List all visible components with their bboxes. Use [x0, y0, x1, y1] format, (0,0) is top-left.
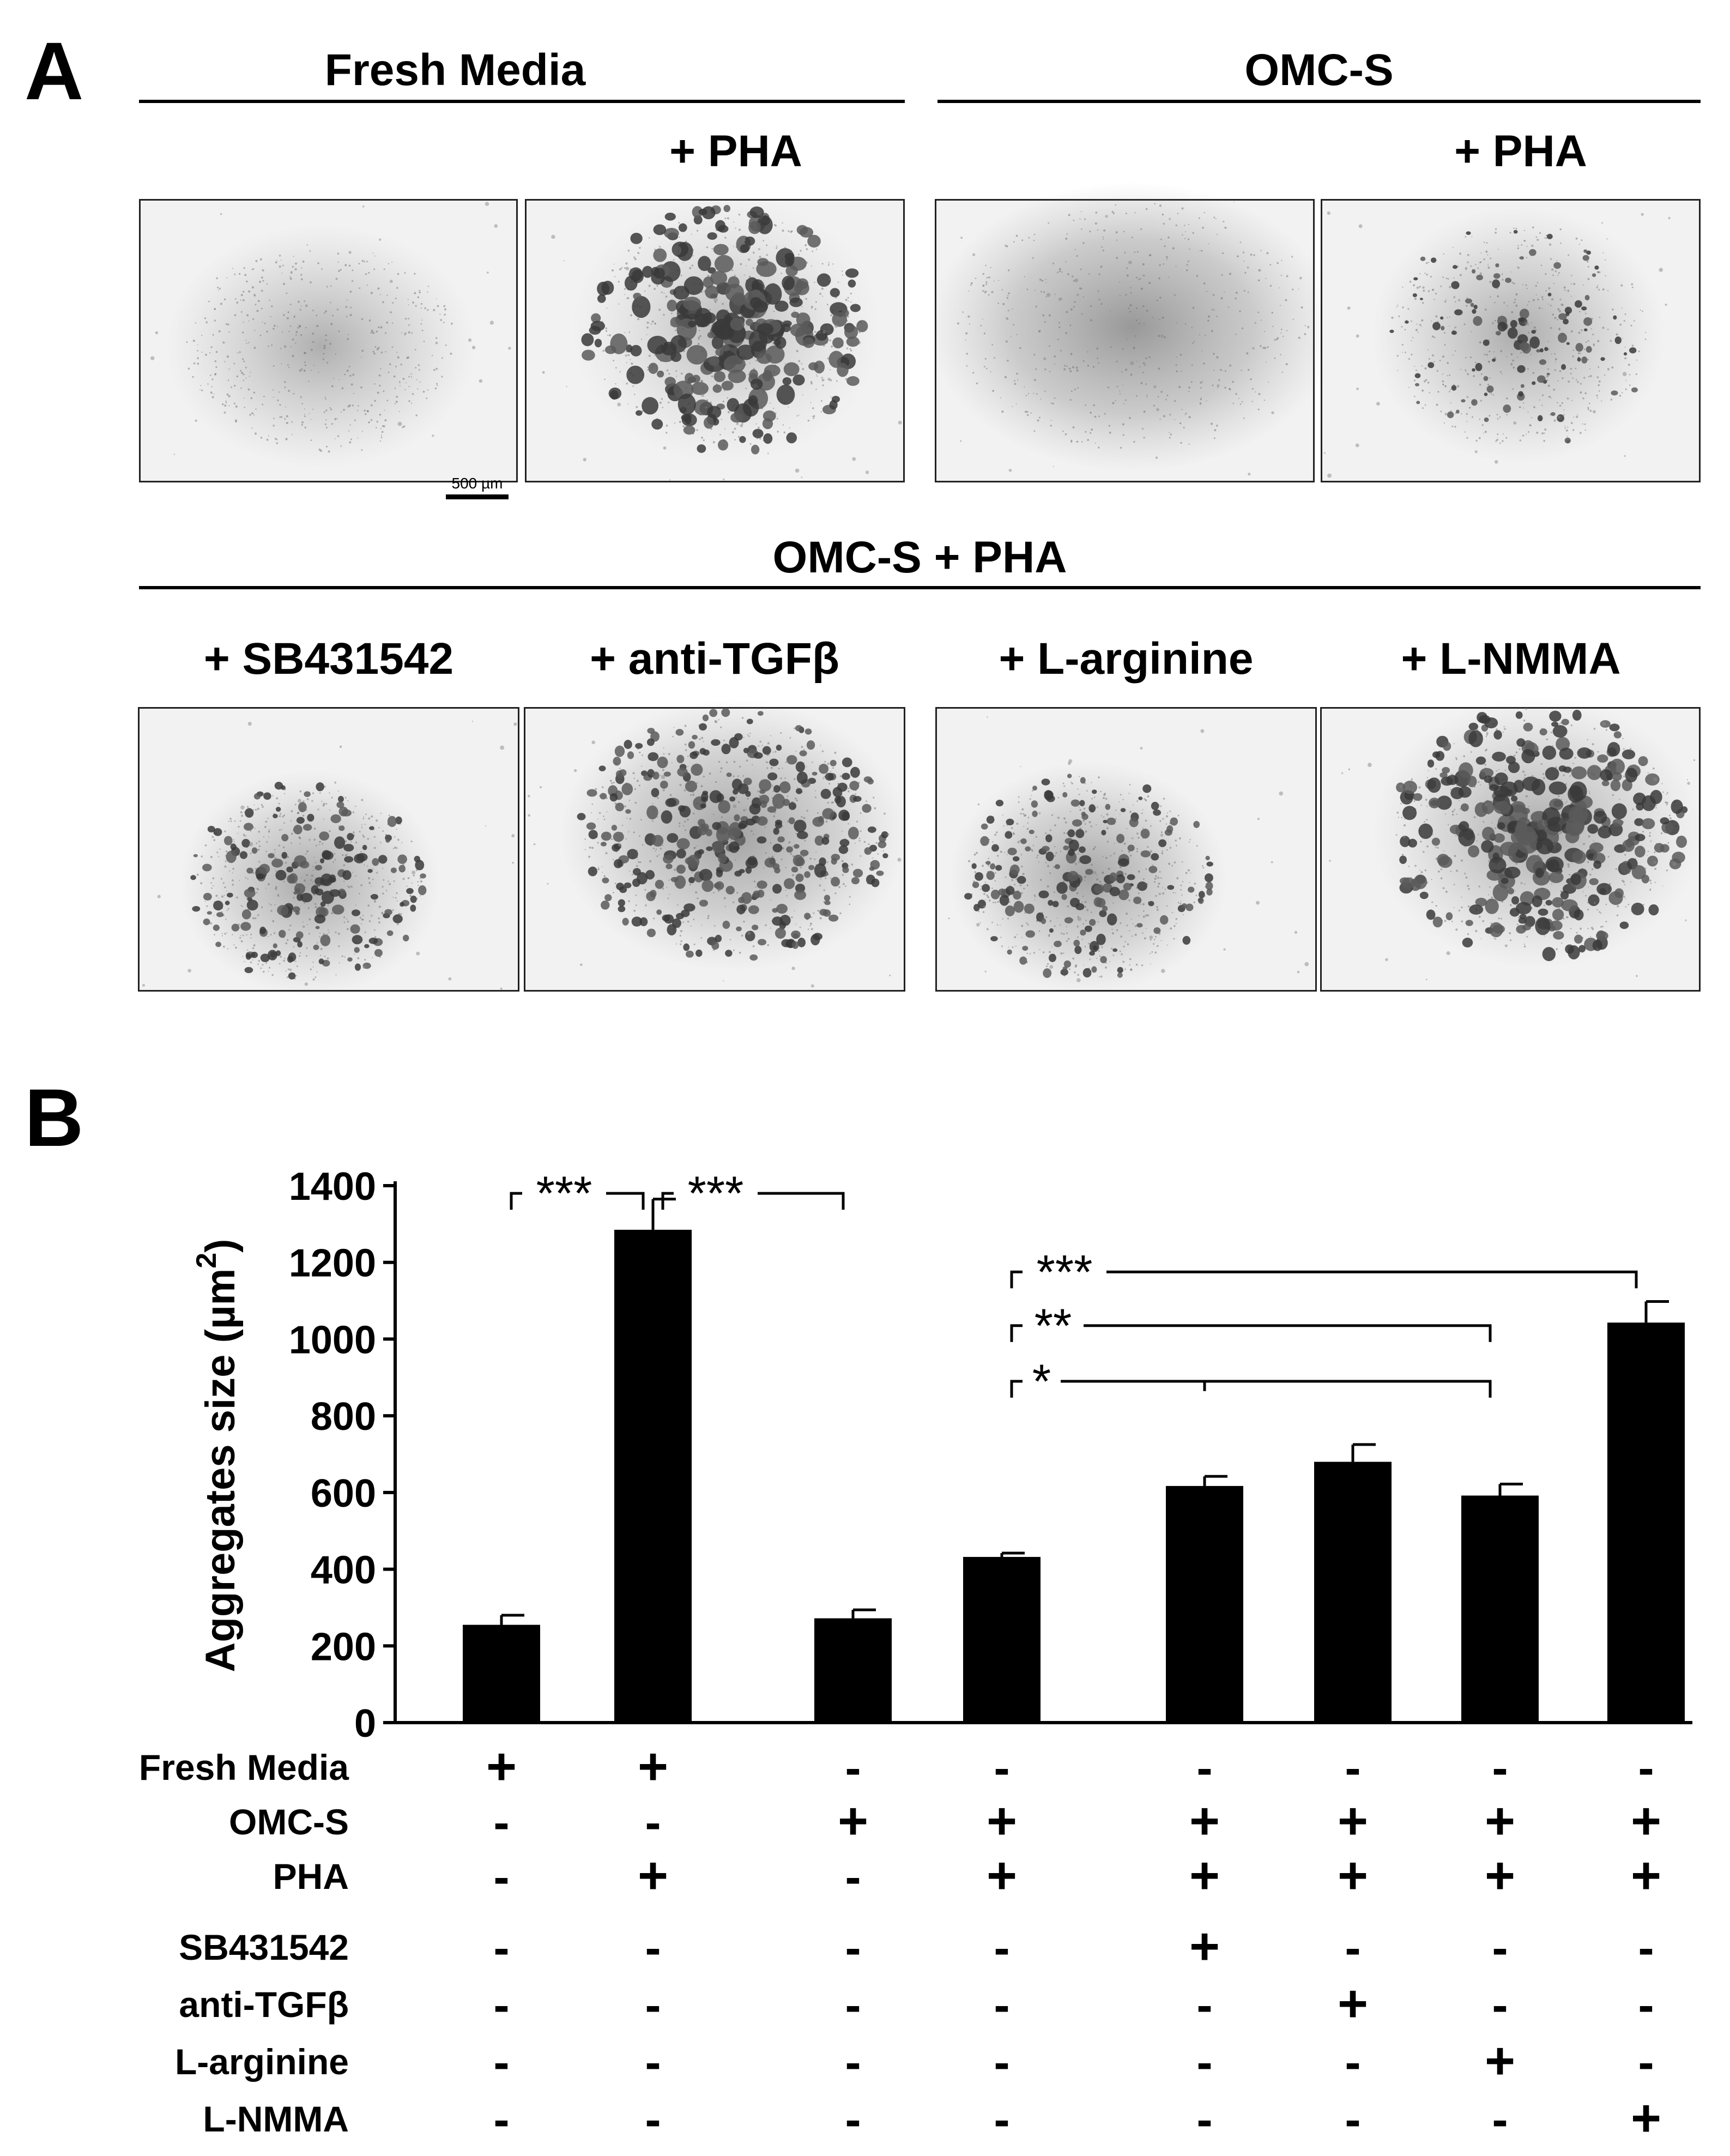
condition-sign: -	[1638, 1741, 1654, 1795]
condition-sign: -	[1345, 1921, 1361, 1974]
bar-omcs-pha-l-nmma	[1607, 1322, 1685, 1723]
y-tick-label: 400	[310, 1548, 376, 1592]
y-tick-label: 0	[354, 1702, 376, 1746]
scale-bar-label: 500 µm	[451, 475, 503, 492]
condition-sign: -	[1345, 2035, 1361, 2089]
omcs-header: OMC-S	[1244, 45, 1394, 95]
condition-sign: +	[1337, 1846, 1369, 1905]
condition-sign: -	[1196, 2035, 1213, 2089]
condition-sign: -	[493, 1850, 510, 1904]
condition-sign: +	[1630, 1792, 1662, 1850]
condition-sign: -	[845, 1741, 861, 1795]
condition-sign: -	[845, 1978, 861, 2032]
bar-omcs	[814, 1618, 892, 1723]
significance-label: ***	[687, 1166, 744, 1221]
significance-label: *	[1032, 1354, 1051, 1408]
condition-sign: -	[1345, 2092, 1361, 2146]
condition-label: SB431542	[179, 1927, 349, 1967]
condition-sign: +	[637, 1737, 669, 1796]
condition-sign: +	[486, 1737, 517, 1796]
condition-sign: +	[637, 1846, 669, 1905]
significance-label: ***	[536, 1166, 592, 1221]
condition-sign: +	[1189, 1917, 1220, 1976]
significance-label: **	[1034, 1298, 1072, 1352]
condition-sign: -	[493, 1795, 510, 1849]
condition-sign: -	[1638, 1921, 1654, 1974]
condition-sign: +	[1189, 1846, 1220, 1905]
panel-a-letter: A	[25, 25, 84, 117]
condition-sign: +	[986, 1846, 1018, 1905]
l-arginine-label: + L-arginine	[999, 634, 1254, 684]
condition-sign: +	[1337, 1792, 1369, 1850]
condition-sign: -	[645, 2092, 661, 2146]
significance-bracket	[1012, 1272, 1636, 1288]
omcs-pha-label: + PHA	[1454, 126, 1587, 176]
condition-sign: -	[994, 1978, 1010, 2032]
fresh-media-header: Fresh Media	[324, 45, 586, 95]
condition-sign: -	[645, 1921, 661, 1974]
anti-tgfb-label: + anti-TGFβ	[590, 634, 839, 684]
condition-sign: -	[493, 1921, 510, 1974]
condition-label: Fresh Media	[138, 1747, 349, 1787]
panel-b-letter: B	[25, 1072, 84, 1163]
bar-omcs-pha-anti-tgfb	[1314, 1462, 1392, 1723]
y-tick-label: 600	[310, 1471, 376, 1515]
sb431542-label: + SB431542	[203, 634, 454, 684]
bar-omcs-pha-sb431542	[1166, 1486, 1243, 1723]
condition-sign: +	[1337, 1974, 1369, 2033]
condition-sign: -	[994, 2092, 1010, 2146]
condition-sign: -	[1492, 1978, 1508, 2032]
bar-omcs-pha-l-arginine	[1461, 1495, 1539, 1723]
condition-sign: -	[845, 1921, 861, 1974]
condition-label: PHA	[273, 1856, 349, 1897]
condition-sign: -	[1492, 1741, 1508, 1795]
condition-sign: -	[645, 1795, 661, 1849]
condition-sign: -	[645, 1978, 661, 2032]
condition-sign: -	[845, 1850, 861, 1904]
bar-fresh-media	[463, 1625, 540, 1723]
bar-fresh-media-pha	[614, 1230, 692, 1723]
condition-sign: +	[1630, 1846, 1662, 1905]
condition-label: OMC-S	[229, 1802, 349, 1842]
condition-sign: -	[1492, 1921, 1508, 1974]
condition-sign: -	[493, 1978, 510, 2032]
condition-sign: +	[1484, 1792, 1516, 1850]
condition-label: L-NMMA	[203, 2099, 349, 2139]
l-nmma-label: + L-NMMA	[1401, 634, 1621, 684]
condition-sign: -	[1492, 2092, 1508, 2146]
condition-sign: -	[994, 2035, 1010, 2089]
condition-sign: -	[1196, 2092, 1213, 2146]
condition-sign: -	[645, 2035, 661, 2089]
condition-sign: +	[1484, 1846, 1516, 1905]
condition-sign: -	[1196, 1741, 1213, 1795]
condition-sign: -	[1638, 2035, 1654, 2089]
fresh-media-pha-label: + PHA	[669, 126, 802, 176]
condition-sign: -	[1345, 1741, 1361, 1795]
omcs-pha-header: OMC-S + PHA	[772, 533, 1067, 582]
y-tick-label: 1200	[288, 1241, 376, 1285]
condition-sign: +	[1630, 2089, 1662, 2147]
y-tick-label: 800	[310, 1395, 376, 1439]
condition-sign: -	[994, 1741, 1010, 1795]
condition-sign: -	[845, 2035, 861, 2089]
significance-bracket	[1012, 1326, 1490, 1342]
significance-bracket	[1012, 1381, 1490, 1398]
condition-sign: +	[986, 1792, 1018, 1850]
y-tick-label: 1400	[288, 1165, 376, 1209]
condition-label: anti-TGFβ	[179, 1984, 349, 2025]
condition-sign: -	[493, 2035, 510, 2089]
bar-omcs-pha	[963, 1557, 1041, 1723]
condition-sign: +	[1189, 1792, 1220, 1850]
condition-sign: -	[493, 2092, 510, 2146]
y-axis-label: Aggregates size (µm$^2$)	[191, 1239, 244, 1672]
condition-sign: -	[994, 1921, 1010, 1974]
condition-sign: +	[1484, 2032, 1516, 2090]
condition-sign: +	[837, 1792, 869, 1850]
y-tick-label: 200	[310, 1625, 376, 1669]
condition-sign: -	[1638, 1978, 1654, 2032]
condition-sign: -	[1196, 1978, 1213, 2032]
condition-sign: -	[845, 2092, 861, 2146]
condition-label: L-arginine	[174, 2042, 349, 2082]
y-tick-label: 1000	[288, 1318, 376, 1362]
significance-label: ***	[1036, 1245, 1093, 1299]
